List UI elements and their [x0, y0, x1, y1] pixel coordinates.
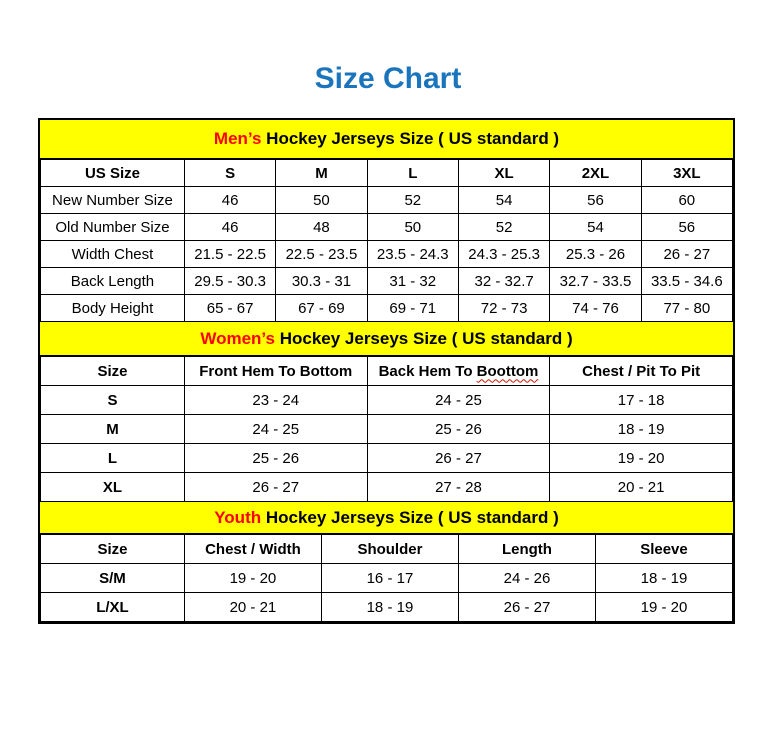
youth-size-section — [40, 502, 733, 622]
size-value-cell: 25.3 - 26 — [550, 241, 641, 268]
column-header: 2XL — [550, 160, 641, 187]
page-title: Size Chart — [314, 62, 462, 95]
column-header: US Size — [41, 160, 185, 187]
row-label: XL — [41, 473, 185, 502]
youth-size-table — [40, 534, 733, 622]
column-header: Back Hem To Boottom — [367, 357, 550, 386]
column-header: Size — [41, 357, 185, 386]
size-value-cell: 20 - 21 — [550, 473, 733, 502]
table-row — [41, 593, 733, 622]
size-value-cell: 24 - 26 — [458, 564, 595, 593]
column-header: Front Hem To Bottom — [184, 357, 367, 386]
row-label: Back Length — [41, 268, 185, 295]
size-value-cell: 24 - 25 — [367, 386, 550, 415]
column-header: XL — [458, 160, 549, 187]
size-value-cell: 18 - 19 — [550, 415, 733, 444]
womens-header-row — [41, 357, 733, 386]
row-label: Body Height — [41, 295, 185, 322]
table-row — [41, 214, 733, 241]
size-value-cell: 56 — [550, 187, 641, 214]
size-value-cell: 50 — [367, 214, 458, 241]
size-value-cell: 23.5 - 24.3 — [367, 241, 458, 268]
womens-size-section — [40, 322, 733, 502]
size-value-cell: 54 — [550, 214, 641, 241]
womens-size-table — [40, 356, 733, 502]
mens-header-row — [41, 160, 733, 187]
size-chart-tables — [38, 118, 735, 624]
size-value-cell: 69 - 71 — [367, 295, 458, 322]
size-value-cell: 56 — [641, 214, 732, 241]
youth-heading-highlight: Youth — [214, 507, 262, 527]
size-value-cell: 24 - 25 — [184, 415, 367, 444]
size-value-cell: 67 - 69 — [276, 295, 367, 322]
youth-section-heading — [40, 502, 733, 534]
youth-header-row — [41, 535, 733, 564]
size-value-cell: 74 - 76 — [550, 295, 641, 322]
size-value-cell: 26 - 27 — [367, 444, 550, 473]
womens-heading-text: Hockey Jerseys Size ( US standard ) — [274, 328, 573, 348]
table-row — [41, 268, 733, 295]
column-header: L — [367, 160, 458, 187]
size-value-cell: 17 - 18 — [550, 386, 733, 415]
row-label: S/M — [41, 564, 185, 593]
size-value-cell: 24.3 - 25.3 — [458, 241, 549, 268]
size-value-cell: 52 — [367, 187, 458, 214]
column-header: Shoulder — [321, 535, 458, 564]
mens-heading-highlight: Men’s — [213, 129, 262, 148]
misspelled-word: Boottom — [476, 362, 539, 380]
size-value-cell: 19 - 20 — [550, 444, 733, 473]
mens-section-heading — [40, 120, 733, 159]
size-value-cell: 26 - 27 — [184, 473, 367, 502]
row-label: Width Chest — [41, 241, 185, 268]
size-value-cell: 18 - 19 — [595, 564, 732, 593]
row-label: New Number Size — [41, 187, 185, 214]
column-header: Length — [458, 535, 595, 564]
size-value-cell: 22.5 - 23.5 — [276, 241, 367, 268]
size-chart-page — [0, 62, 776, 624]
table-row — [41, 473, 733, 502]
size-value-cell: 16 - 17 — [321, 564, 458, 593]
row-label: M — [41, 415, 185, 444]
size-value-cell: 33.5 - 34.6 — [641, 268, 732, 295]
size-value-cell: 46 — [184, 187, 275, 214]
size-value-cell: 48 — [276, 214, 367, 241]
column-header: S — [184, 160, 275, 187]
womens-section-heading — [40, 322, 733, 356]
size-value-cell: 30.3 - 31 — [276, 268, 367, 295]
size-value-cell: 32 - 32.7 — [458, 268, 549, 295]
size-value-cell: 60 — [641, 187, 732, 214]
column-header: M — [276, 160, 367, 187]
row-label: L — [41, 444, 185, 473]
size-value-cell: 23 - 24 — [184, 386, 367, 415]
table-row — [41, 187, 733, 214]
table-row — [41, 444, 733, 473]
size-value-cell: 54 — [458, 187, 549, 214]
table-row — [41, 564, 733, 593]
size-value-cell: 25 - 26 — [184, 444, 367, 473]
column-header: Size — [41, 535, 185, 564]
womens-heading-highlight: Women’s — [200, 328, 275, 348]
table-row — [41, 415, 733, 444]
youth-heading-text: Hockey Jerseys Size ( US standard ) — [261, 507, 559, 527]
table-row — [41, 386, 733, 415]
mens-size-section — [40, 120, 733, 322]
size-value-cell: 26 - 27 — [458, 593, 595, 622]
size-value-cell: 19 - 20 — [184, 564, 321, 593]
size-value-cell: 18 - 19 — [321, 593, 458, 622]
table-row — [41, 241, 733, 268]
size-value-cell: 29.5 - 30.3 — [184, 268, 275, 295]
table-row — [41, 295, 733, 322]
mens-size-table — [40, 159, 733, 322]
size-value-cell: 50 — [276, 187, 367, 214]
size-value-cell: 77 - 80 — [641, 295, 732, 322]
column-header: Chest / Pit To Pit — [550, 357, 733, 386]
size-value-cell: 72 - 73 — [458, 295, 549, 322]
column-header: Chest / Width — [184, 535, 321, 564]
column-header: 3XL — [641, 160, 732, 187]
size-value-cell: 26 - 27 — [641, 241, 732, 268]
column-header: Sleeve — [595, 535, 732, 564]
row-label: S — [41, 386, 185, 415]
size-value-cell: 31 - 32 — [367, 268, 458, 295]
size-value-cell: 46 — [184, 214, 275, 241]
size-value-cell: 65 - 67 — [184, 295, 275, 322]
size-value-cell: 27 - 28 — [367, 473, 550, 502]
size-value-cell: 20 - 21 — [184, 593, 321, 622]
row-label: Old Number Size — [41, 214, 185, 241]
mens-heading-text: Hockey Jerseys Size ( US standard ) — [261, 129, 560, 148]
size-value-cell: 21.5 - 22.5 — [184, 241, 275, 268]
size-value-cell: 25 - 26 — [367, 415, 550, 444]
size-value-cell: 32.7 - 33.5 — [550, 268, 641, 295]
row-label: L/XL — [41, 593, 185, 622]
size-value-cell: 19 - 20 — [595, 593, 732, 622]
size-value-cell: 52 — [458, 214, 549, 241]
